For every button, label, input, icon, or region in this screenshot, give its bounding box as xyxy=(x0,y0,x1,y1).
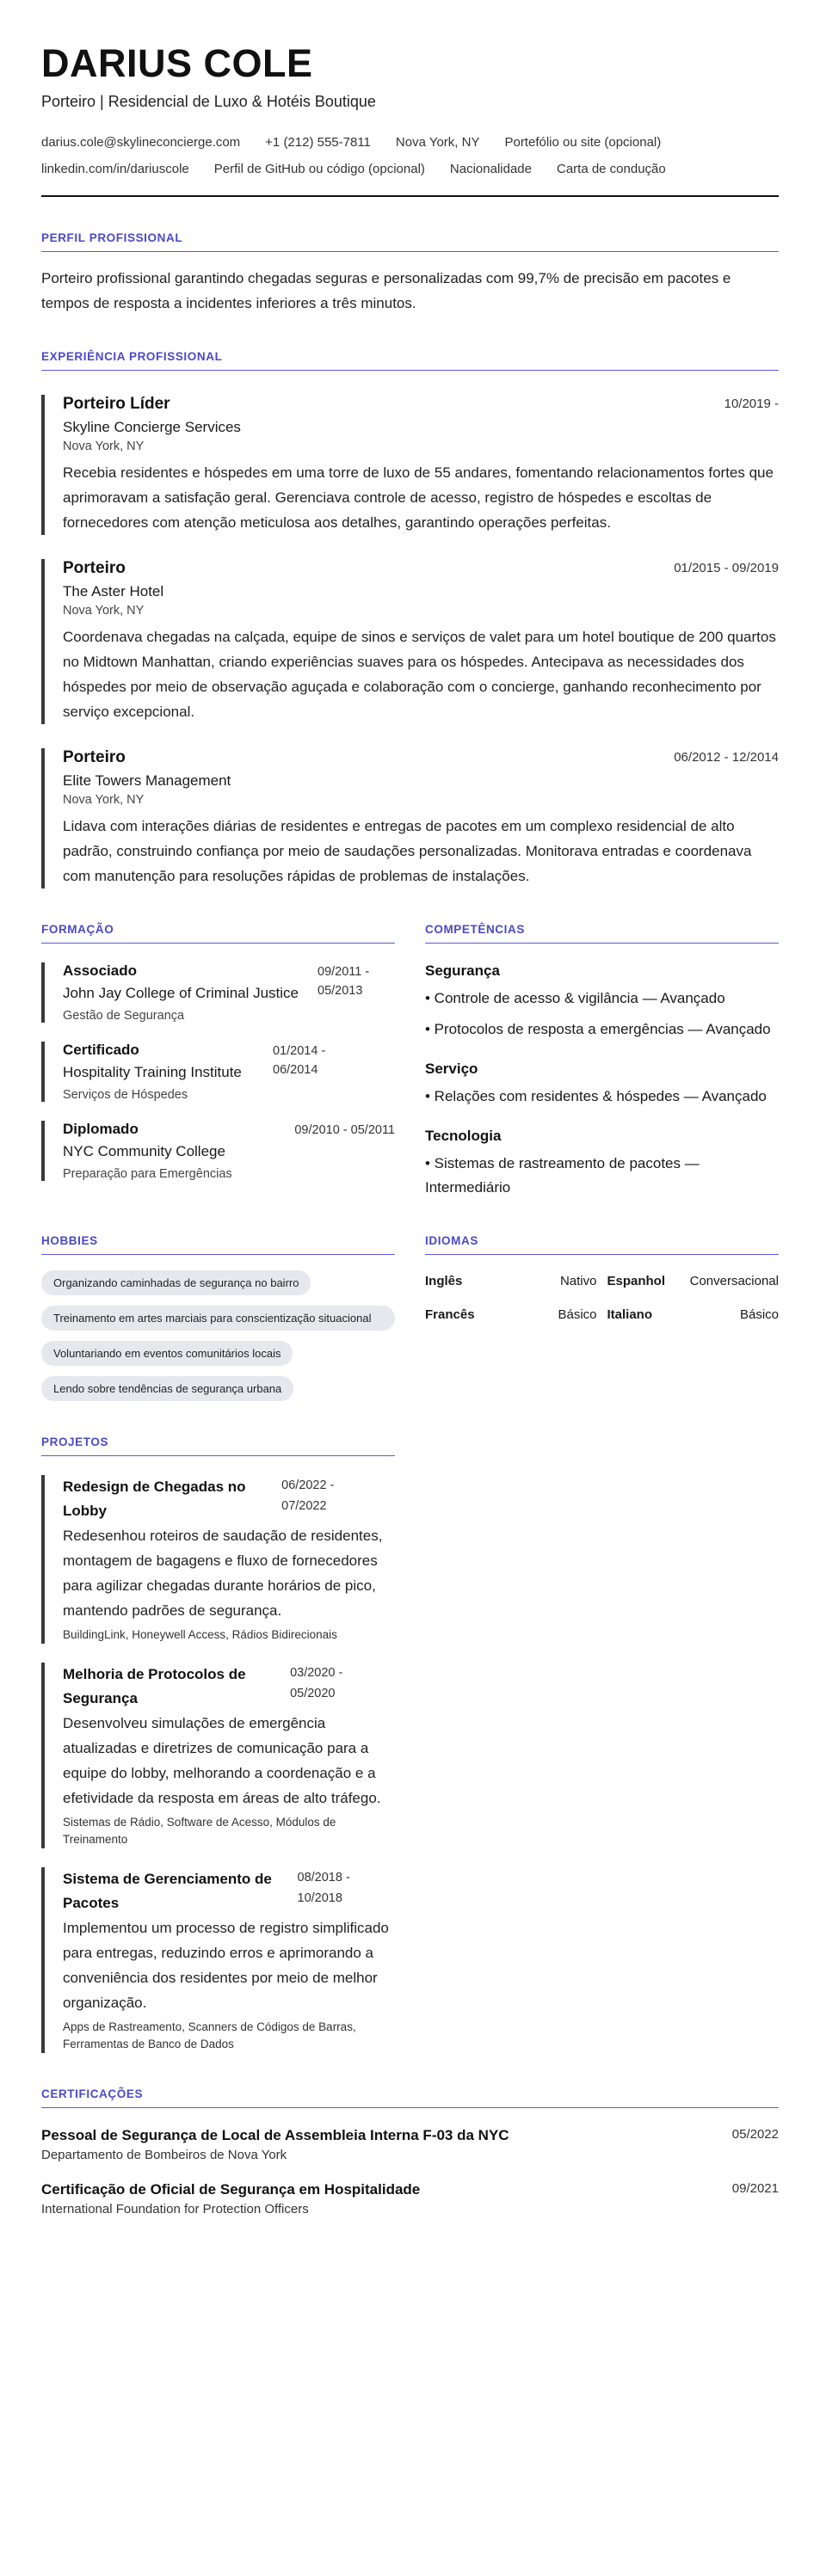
skill-item: • Controle de acesso & vigilância — Avançado xyxy=(425,990,725,1006)
language-item xyxy=(607,1274,780,1288)
certification-name: Certificação de Oficial de Segurança em Hospitalidade xyxy=(41,2181,421,2198)
project-title: Melhoria de Protocolos de Segurança xyxy=(63,1666,246,1706)
education-degree: Diplomado xyxy=(63,1121,139,1137)
summary-section xyxy=(41,231,779,316)
contact-github: Perfil de GitHub ou código (opcional) xyxy=(213,162,425,176)
hobby-tag: Treinamento em artes marciais para conscientização situacional xyxy=(41,1306,395,1331)
education-heading: FORMAÇÃO xyxy=(41,923,395,944)
summary-heading: PERFIL PROFISSIONAL xyxy=(41,231,779,252)
education-skills-row xyxy=(41,888,779,1200)
project-item xyxy=(41,1475,395,1644)
language-level: Básico xyxy=(558,1307,597,1322)
language-level: Nativo xyxy=(559,1274,597,1288)
education-section xyxy=(41,888,395,1200)
project-description: Redesenhou roteiros de saudação de residentes, montagem de bagagens e fluxo de fornecedores para agilizar chegadas durante horários de pico, mantendo padrões de segurança. xyxy=(63,1528,383,1619)
project-title: Sistema de Gerenciamento de Pacotes xyxy=(63,1871,272,1911)
education-school: NYC Community College xyxy=(63,1143,225,1159)
languages-heading: IDIOMAS xyxy=(425,1234,779,1255)
resume-header xyxy=(41,41,779,197)
skill-item: • Sistemas de rastreamento de pacotes — Intermediário xyxy=(425,1155,700,1196)
education-dates: 09/2010 - 05/2011 xyxy=(294,1123,395,1137)
language-name: Francês xyxy=(425,1307,475,1322)
project-description: Implementou um processo de registro simplificado para entregas, reduzindo erros e aprimorando a conveniência dos residentes por meio de melhor organização. xyxy=(63,1920,389,2011)
education-dates: 01/2014 - 06/2014 xyxy=(273,1044,326,1077)
candidate-name: DARIUS COLE xyxy=(41,41,313,85)
summary-text: Porteiro profissional garantindo chegadas seguras e personalizadas com 99,7% de precisão em pacotes e tempos de resposta a incidentes inferiores a três minutos. xyxy=(41,270,731,311)
job-description: Lidava com interações diárias de residentes e entregas de pacotes em um complexo residencial de alto padrão, construindo confiança por meio de saudações personalizadas. Monitorava entradas e coordenava com manutenção para resoluções rápidas de problemas de instalações. xyxy=(63,818,752,884)
certifications-heading: CERTIFICAÇÕES xyxy=(41,2087,779,2108)
job-dates: 06/2012 - 12/2014 xyxy=(674,750,779,765)
education-item xyxy=(41,962,395,1023)
contact-portfolio: Portefólio ou site (opcional) xyxy=(504,135,662,150)
job-title: Porteiro Líder xyxy=(63,395,170,413)
experience-item xyxy=(41,559,779,724)
language-item xyxy=(425,1307,597,1322)
experience-item xyxy=(41,748,779,888)
language-name: Espanhol xyxy=(607,1274,666,1288)
project-dates: 03/2020 - 05/2020 xyxy=(290,1666,343,1700)
skill-category: Tecnologia xyxy=(425,1128,502,1144)
skill-category: Serviço xyxy=(425,1061,478,1077)
project-technologies: Sistemas de Rádio, Software de Acesso, Módulos de Treinamento xyxy=(63,1816,336,1846)
certification-issuer: Departamento de Bombeiros de Nova York xyxy=(41,2148,287,2162)
job-title: Porteiro xyxy=(63,748,126,766)
hobby-tag: Lendo sobre tendências de segurança urbana xyxy=(41,1376,293,1401)
project-item xyxy=(41,1663,395,1848)
education-item xyxy=(41,1042,395,1102)
experience-section xyxy=(41,350,779,888)
job-company: Elite Towers Management xyxy=(63,772,231,789)
language-name: Inglês xyxy=(425,1274,463,1288)
language-level: Básico xyxy=(739,1307,779,1322)
contact-location: Nova York, NY xyxy=(395,135,480,150)
projects-row xyxy=(41,1401,779,2053)
contact-nationality: Nacionalidade xyxy=(449,162,532,176)
skill-item: • Protocolos de resposta a emergências — Avançado xyxy=(425,1021,771,1037)
skill-category: Segurança xyxy=(425,962,500,979)
job-location: Nova York, NY xyxy=(63,440,145,453)
contact-email: darius.cole@skylineconcierge.com xyxy=(41,135,241,150)
hobby-tag: Voluntariando em eventos comunitários locais xyxy=(41,1341,293,1366)
job-description: Coordenava chegadas na calçada, equipe de sinos e serviços de valet para um hotel boutique de 200 quartos no Midtown Manhattan, criando experiências suaves para os hóspedes. Antecipava as necessidades dos hóspedes por meio de observação aguçada e colaboração com o concierge, ganhando reconhecimento por serviço excepcional. xyxy=(63,629,776,720)
education-degree: Certificado xyxy=(63,1042,139,1058)
job-description: Recebia residentes e hóspedes em uma torre de luxo de 55 andares, fomentando relacionamentos fortes que aprimoravam a satisfação geral. Gerenciava controle de acesso, registro de hóspedes e escoltas de fornecedores com atenção meticulosa aos detalhes, garantindo operações perfeitas. xyxy=(63,464,774,531)
certification-item xyxy=(41,2181,779,2216)
education-school: John Jay College of Criminal Justice xyxy=(63,985,299,1001)
skills-section xyxy=(425,888,779,1200)
candidate-role: Porteiro | Residencial de Luxo & Hotéis Boutique xyxy=(41,93,376,110)
experience-heading: EXPERIÊNCIA PROFISSIONAL xyxy=(41,350,779,371)
projects-section xyxy=(41,1401,395,2053)
project-technologies: Apps de Rastreamento, Scanners de Códigos de Barras, Ferramentas de Banco de Dados xyxy=(63,2020,356,2050)
job-dates: 10/2019 - xyxy=(724,397,779,411)
languages-section xyxy=(425,1200,779,1401)
contact-phone: +1 (212) 555-7811 xyxy=(265,135,371,150)
project-dates: 08/2018 - 10/2018 xyxy=(297,1871,350,1905)
header-divider xyxy=(41,195,779,197)
projects-heading: PROJETOS xyxy=(41,1436,395,1456)
hobbies-section xyxy=(41,1200,395,1401)
job-location: Nova York, NY xyxy=(63,793,145,807)
hobbies-heading: HOBBIES xyxy=(41,1234,395,1255)
certification-date: 09/2021 xyxy=(731,2181,779,2196)
projects-empty-column xyxy=(425,1401,779,2053)
skills-heading: COMPETÊNCIAS xyxy=(425,923,779,944)
certification-name: Pessoal de Segurança de Local de Assembleia Interna F-03 da NYC xyxy=(41,2127,509,2143)
experience-item xyxy=(41,395,779,535)
certification-date: 05/2022 xyxy=(731,2127,779,2142)
job-company: Skyline Concierge Services xyxy=(63,419,241,435)
project-technologies: BuildingLink, Honeywell Access, Rádios Bidirecionais xyxy=(63,1628,337,1641)
contact-linkedin: linkedin.com/in/dariuscole xyxy=(41,162,189,176)
project-dates: 06/2022 - 07/2022 xyxy=(281,1479,335,1513)
job-dates: 01/2015 - 09/2019 xyxy=(674,561,779,575)
language-name: Italiano xyxy=(607,1307,653,1322)
education-school: Hospitality Training Institute xyxy=(63,1064,242,1080)
certification-issuer: International Foundation for Protection Officers xyxy=(41,2202,309,2216)
certifications-section xyxy=(41,2087,779,2216)
job-title: Porteiro xyxy=(63,559,126,577)
language-item xyxy=(425,1274,597,1288)
job-company: The Aster Hotel xyxy=(63,583,164,599)
contact-list xyxy=(41,135,779,176)
skill-item: • Relações com residentes & hóspedes — Avançado xyxy=(425,1088,767,1104)
hobby-tag: Organizando caminhadas de segurança no bairro xyxy=(41,1270,311,1295)
hobbies-languages-row xyxy=(41,1200,779,1401)
certification-item xyxy=(41,2127,779,2162)
job-location: Nova York, NY xyxy=(63,604,145,618)
education-field: Preparação para Emergências xyxy=(63,1167,232,1181)
education-item xyxy=(41,1121,395,1181)
language-level: Conversacional xyxy=(689,1274,779,1288)
education-field: Serviços de Hóspedes xyxy=(63,1088,188,1102)
project-description: Desenvolveu simulações de emergência atualizadas e diretrizes de comunicação para a equipe do lobby, melhorando a coordenação e a efetividade da resposta em áreas de alto tráfego. xyxy=(63,1715,381,1806)
language-item xyxy=(607,1307,780,1322)
education-dates: 09/2011 - 05/2013 xyxy=(318,965,370,998)
contact-license: Carta de condução xyxy=(556,162,666,176)
project-item xyxy=(41,1867,395,2053)
project-title: Redesign de Chegadas no Lobby xyxy=(63,1479,246,1519)
education-field: Gestão de Segurança xyxy=(63,1009,185,1023)
education-degree: Associado xyxy=(63,962,137,979)
